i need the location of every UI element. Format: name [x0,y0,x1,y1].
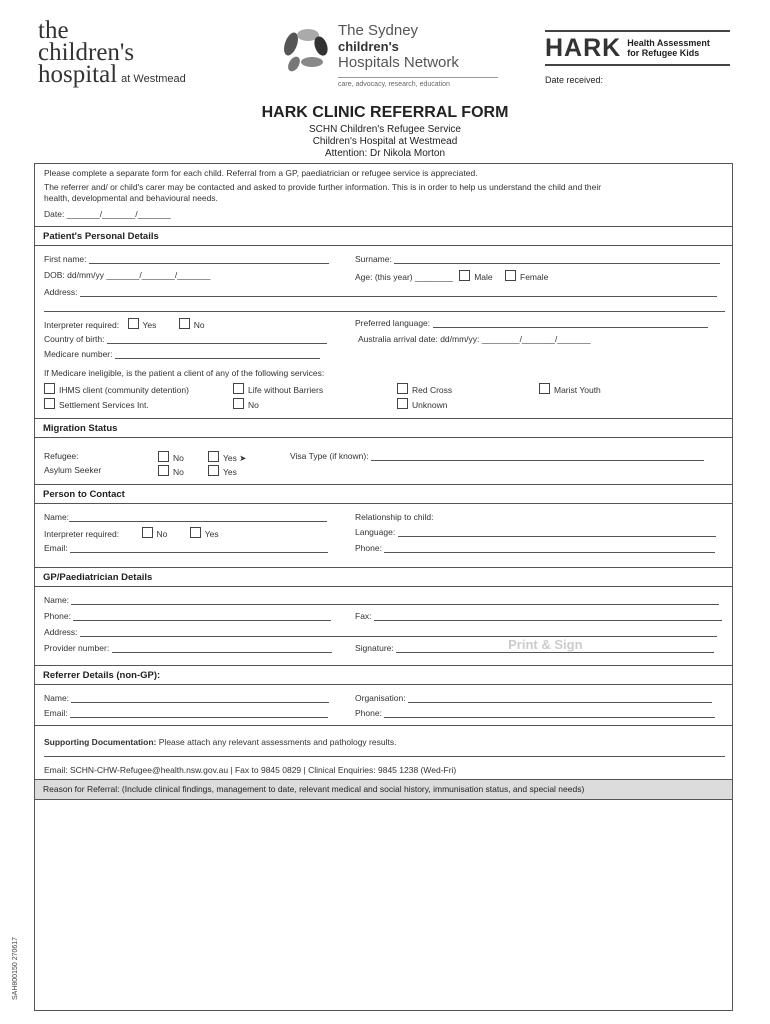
medicare-field[interactable] [115,349,320,359]
asylum-yes-label: Yes [223,467,237,477]
first-name-label: First name: [44,254,87,264]
visa-label: Visa Type (if known): [290,451,369,461]
refugee-no-label: No [173,453,184,463]
supporting-text: Please attach any relevant assessments and pathology results. [158,737,397,747]
gp-fax-label: Fax: [355,611,372,621]
gp-name-field[interactable] [71,595,719,605]
country-label: Country of birth: [44,334,105,344]
logo-line-childrens: children's [38,39,135,66]
contact-interp-yes-label: Yes [204,529,219,539]
interpreter-yes-label: Yes [142,320,157,330]
contact-info-line: Email: SCHN-CHW-Refugee@health.nsw.gov.au | Fax to 9845 0829 | Clinical Enquiries: 9845 1238 (Wed-Fri) [44,765,457,775]
ihms-checkbox[interactable] [44,383,55,394]
female-label: Female [520,272,549,282]
contact-interp-no-label: No [156,529,168,539]
contact-phone-label: Phone: [355,543,382,553]
refugee-yes-label: Yes ➤ [223,453,247,463]
intro-p3: health, developmental and behavioural needs. [44,193,218,203]
schn-line3: Hospitals Network [338,54,459,71]
supporting-line [44,756,725,757]
visa-field[interactable] [371,451,704,461]
section-gp: GP/Paediatrician Details [35,567,732,587]
form-code: SAH800150 270617 [12,936,19,1000]
interpreter-no-checkbox[interactable] [179,318,190,329]
gp-phone-field[interactable] [73,611,331,621]
ineligible-text: If Medicare ineligible, is the patient a client of any of the following services: [44,368,325,378]
contact-phone-field[interactable] [384,543,715,553]
contact-name-field[interactable] [69,512,327,522]
address-label: Address: [44,287,78,297]
signature-field[interactable] [396,637,714,653]
asylum-yes-checkbox[interactable] [208,465,219,476]
logo-line-hospital: hospital [38,61,118,88]
service-no-label: No [248,400,259,410]
age-field[interactable]: Age: (this year) ________ [355,272,453,282]
hark-word: HARK [545,33,622,62]
intro-p1: Please complete a separate form for each child. Referral from a GP, paediatrician or refugee service is appreciated. [44,168,478,178]
supporting-label: Supporting Documentation: [44,737,157,747]
header-line3: Attention: Dr Nikola Morton [324,148,446,159]
contact-interp-yes-checkbox[interactable] [190,527,201,538]
lwb-label: Life without Barriers [248,385,324,395]
intro-p2: The referrer and/ or child's carer may be contacted and asked to provide further information. This is in order to help us understand the child and their [44,182,602,192]
section-contact: Person to Contact [35,484,732,504]
print-sign-hint: Print & Sign [508,637,583,652]
marist-youth-label: Marist Youth [554,385,601,395]
male-checkbox[interactable] [459,270,470,281]
schn-tagline: care, advocacy, research, education [338,77,498,88]
pref-lang-field[interactable] [433,318,708,328]
interpreter-yes-checkbox[interactable] [128,318,139,329]
schn-line1: The Sydney [338,22,419,39]
contact-language-label: Language: [355,527,396,537]
section-personal: Patient's Personal Details [35,226,732,246]
reason-textarea[interactable] [35,800,732,1010]
female-checkbox[interactable] [505,270,516,281]
asylum-no-checkbox[interactable] [158,465,169,476]
contact-email-label: Email: [44,543,68,553]
gp-address-label: Address: [44,627,78,637]
interpreter-no-label: No [193,320,205,330]
ssi-checkbox[interactable] [44,398,55,409]
ssi-label: Settlement Services Int. [59,400,149,410]
pref-lang-label: Preferred language: [355,318,431,328]
ref-phone-label: Phone: [355,708,382,718]
service-unknown-checkbox[interactable] [397,398,408,409]
dob-field[interactable]: DOB: dd/mm/yy _______/_______/_______ [44,270,211,280]
contact-name-label: Name: [44,512,70,522]
header-line1: SCHN Children's Refugee Service [309,124,461,135]
hark-sub1: Health Assessment [627,38,710,48]
chw-logo [38,17,186,90]
section-referrer: Referrer Details (non-GP): [35,665,732,685]
arrival-date-field[interactable]: Australia arrival date: dd/mm/yy: ________/_______/_______ [358,334,591,344]
asylum-no-label: No [173,467,184,477]
provider-label: Provider number: [44,643,110,653]
ref-name-label: Name: [44,693,70,703]
medicare-label: Medicare number: [44,349,113,359]
country-field[interactable] [107,334,327,344]
ref-phone-field[interactable] [384,708,715,718]
ref-email-field[interactable] [70,708,328,718]
ref-name-field[interactable] [71,693,329,703]
surname-label: Surname: [355,254,392,264]
ref-org-field[interactable] [408,693,712,703]
marist-youth-checkbox[interactable] [539,383,550,394]
provider-field[interactable] [112,643,332,653]
signature-label: Signature: [355,643,394,653]
gp-fax-field[interactable] [374,611,722,621]
address-field[interactable] [80,287,717,297]
header-line2: Children's Hospital at Westmead [312,136,458,147]
lwb-checkbox[interactable] [233,383,244,394]
refugee-yes-checkbox[interactable] [208,451,219,462]
gp-address-field[interactable] [80,627,717,637]
schn-logo [278,22,459,88]
gp-phone-label: Phone: [44,611,71,621]
interpreter-label: Interpreter required: [44,320,120,330]
hark-logo [545,30,730,85]
contact-email-field[interactable] [70,543,328,553]
address-field-line2[interactable] [44,302,725,312]
refugee-label: Refugee: [44,451,79,461]
service-unknown-label: Unknown [412,400,448,410]
red-cross-checkbox[interactable] [397,383,408,394]
ref-email-label: Email: [44,708,68,718]
contact-language-field[interactable] [398,527,716,537]
logo-suffix: at Westmead [121,73,186,85]
intro-date-field[interactable]: Date: _______/_______/_______ [44,209,171,219]
relationship-label: Relationship to child: [355,512,434,522]
form-title: HARK CLINIC REFERRAL FORM [261,104,509,121]
ref-org-label: Organisation: [355,693,406,703]
red-cross-label: Red Cross [412,385,453,395]
first-name-field[interactable] [89,254,329,264]
logo-line-the: the [38,17,69,44]
contact-interp-no-checkbox[interactable] [142,527,153,538]
asylum-label: Asylum Seeker [44,465,102,475]
schn-emblem-icon [278,22,333,77]
schn-line2: children's [338,39,399,54]
date-received-label: Date received: [545,75,604,85]
male-label: Male [474,272,493,282]
section-migration: Migration Status [35,418,732,438]
contact-interpreter-label: Interpreter required: [44,529,120,539]
ihms-label: IHMS client (community detention) [59,385,189,395]
gp-name-label: Name: [44,595,70,605]
refugee-no-checkbox[interactable] [158,451,169,462]
reason-label: Reason for Referral: (Include clinical findings, management to date, relevant medical and social history, immunisation status, and special needs) [35,779,732,800]
hark-sub2: for Refugee Kids [627,48,700,58]
surname-field[interactable] [394,254,720,264]
divider-supporting [35,725,732,726]
service-no-checkbox[interactable] [233,398,244,409]
